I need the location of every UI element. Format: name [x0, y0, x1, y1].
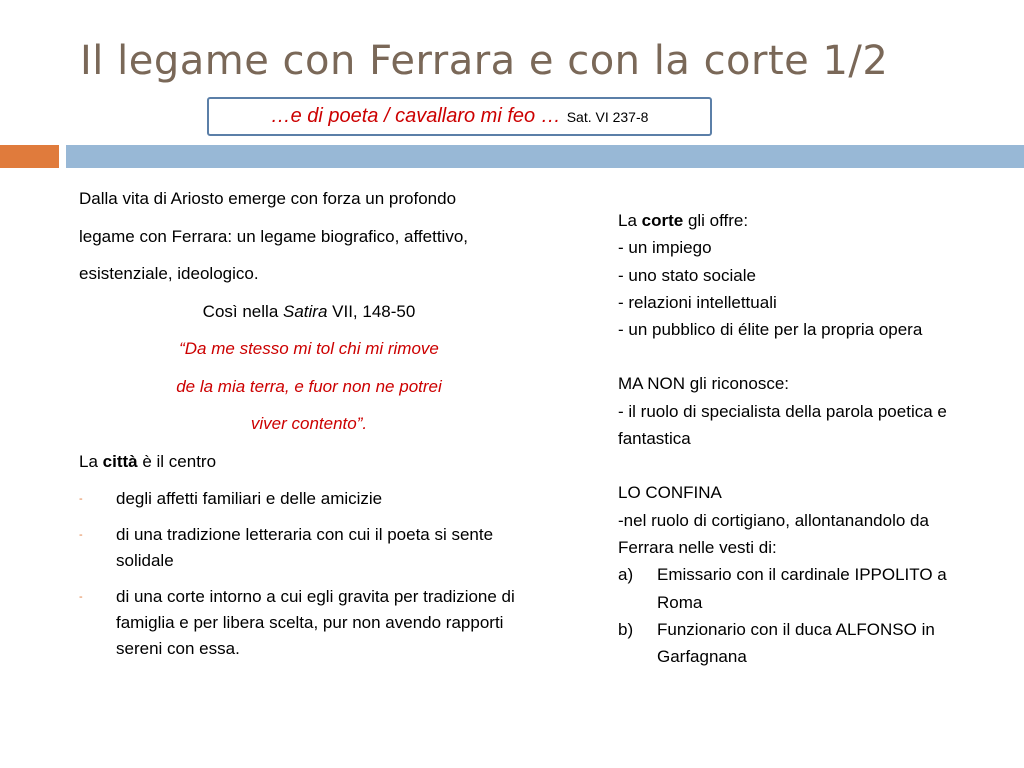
offer-item: - un pubblico di élite per la propria opera [618, 320, 923, 340]
but-item: - il ruolo di specialista della parola poetica e fantastica [618, 401, 947, 449]
court-intro [618, 207, 958, 234]
verse-line: “Da me stesso mi tol chi mi rimove [179, 339, 439, 358]
accent-bar-blue [66, 145, 1024, 168]
bullet-item [79, 486, 539, 512]
quote-box [207, 97, 712, 136]
city-bold: città [102, 451, 138, 471]
left-column [79, 186, 539, 672]
accent-bar-orange [0, 145, 59, 168]
offer-item: - uno stato sociale [618, 265, 756, 285]
intro-line: legame con Ferrara: un legame biografico, affettivo, [79, 226, 469, 246]
role-mark: b) [618, 619, 634, 639]
bullet-dash: - [79, 591, 83, 603]
but-heading: MA NON gli riconosce: [618, 374, 789, 394]
city-suffix: è il centro [137, 451, 217, 471]
bullet-text: degli affetti familiari e delle amicizie [116, 489, 383, 508]
role-text: Funzionario con il duca ALFONSO in Garfagnana [657, 619, 935, 667]
verse-line: de la mia terra, e fuor non ne potrei [176, 376, 442, 396]
spacer [618, 452, 958, 479]
court-prefix: La [618, 211, 642, 230]
intro-line: Dalla vita di Ariosto emerge con forza un profondo [79, 189, 457, 208]
role-item [618, 616, 958, 671]
spacer [618, 343, 958, 370]
bullet-text: di una corte intorno a cui egli gravita per tradizione di famiglia e per libera scelta, pur non avendo rapporti sereni con essa. [116, 587, 515, 658]
quote-text: …e di poeta / cavallaro mi feo … [270, 105, 561, 127]
bullet-text: di una tradizione letteraria con cui il poeta si sente solidale [116, 525, 494, 570]
role-mark: a) [618, 565, 634, 585]
city-line [79, 449, 539, 487]
right-column [618, 207, 958, 670]
city-prefix: La [79, 451, 103, 471]
verse-line: viver contento”. [250, 414, 368, 433]
offer-item: - relazioni intellettuali [618, 292, 777, 312]
court-bold: corte [641, 211, 684, 230]
citation-prefix: Così nella [202, 301, 283, 321]
confine-text: -nel ruolo di cortigiano, allontanandolo da Ferrara nelle vesti di: [618, 510, 929, 557]
citation-suffix: VII, 148-50 [327, 301, 416, 321]
bullet-item [79, 584, 539, 662]
bullet-dash: - [79, 529, 83, 541]
bullet-dash: - [79, 493, 83, 505]
court-suffix: gli offre: [683, 211, 749, 230]
role-item [618, 561, 958, 616]
offer-item: - un impiego [618, 238, 712, 258]
slide-title: Il legame con Ferrara e con la corte 1/2 [80, 38, 889, 84]
bullet-item [79, 522, 539, 574]
citation-line [79, 299, 539, 337]
confine-heading: LO CONFINA [618, 483, 722, 503]
role-text: Emissario con il cardinale IPPOLITO a Roma [657, 565, 947, 612]
intro-line: esistenziale, ideologico. [79, 264, 259, 283]
quote-reference: Sat. VI 237-8 [566, 108, 649, 125]
citation-work: Satira [283, 301, 328, 321]
